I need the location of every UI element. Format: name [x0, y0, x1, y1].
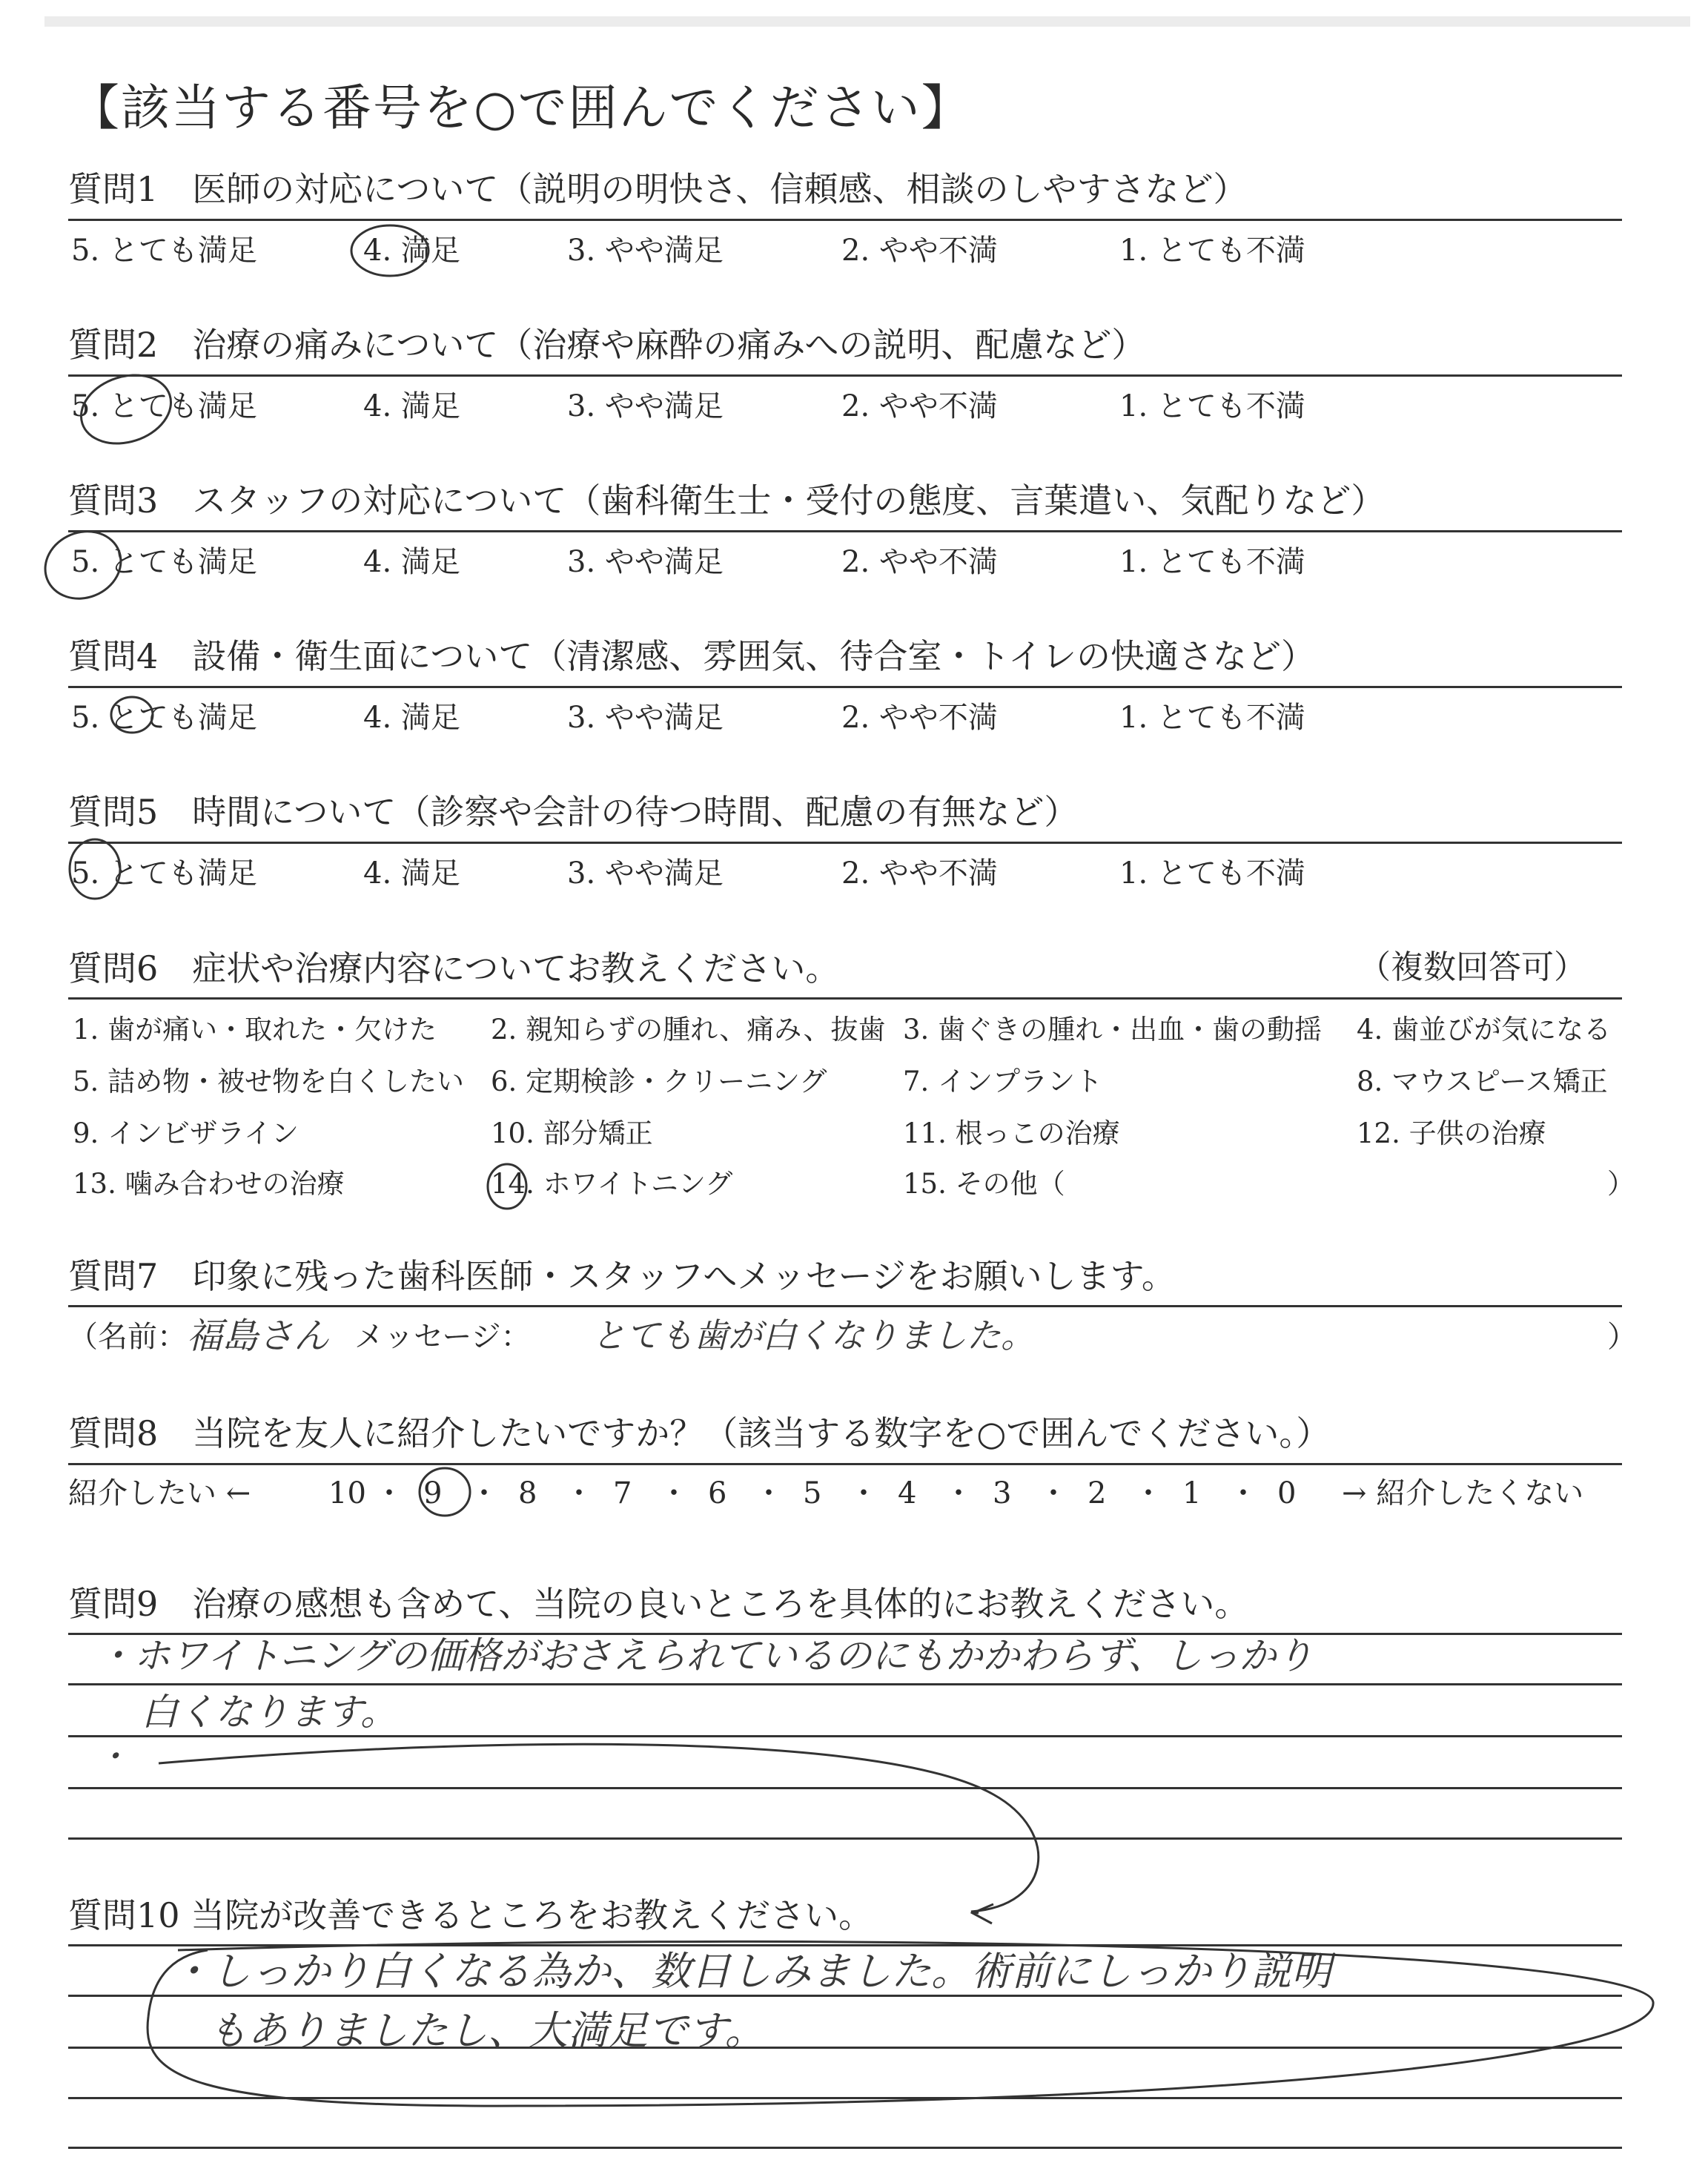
scale-number-0[interactable]: 0	[1277, 1476, 1297, 1510]
answer-line	[68, 1995, 1622, 1997]
q2-option-2[interactable]: 2. やや不満	[841, 389, 998, 423]
q3-option-5[interactable]: 5. とても満足	[71, 545, 257, 579]
message-label: メッセージ：	[354, 1320, 531, 1354]
q1-option-1[interactable]: 1. とても不満	[1119, 234, 1305, 268]
answer-line	[68, 1787, 1622, 1789]
question-1-rule	[68, 219, 1622, 221]
scale-number-10[interactable]: 10	[328, 1476, 366, 1510]
recommend-right-label: → 紹介したくない	[1342, 1476, 1584, 1510]
q1-option-4[interactable]: 4. 満足	[363, 234, 460, 268]
q1-option-2[interactable]: 2. やや不満	[841, 234, 998, 268]
question-3-rule	[68, 530, 1622, 532]
q1-option-3[interactable]: 3. やや満足	[567, 234, 724, 268]
scale-number-3[interactable]: 3	[993, 1476, 1012, 1510]
q3-option-3[interactable]: 3. やや満足	[567, 545, 724, 579]
q2-option-1[interactable]: 1. とても不満	[1119, 389, 1305, 423]
q2-option-4[interactable]: 4. 満足	[363, 389, 460, 423]
q5-option-2[interactable]: 2. やや不満	[841, 856, 998, 891]
question-5-rule	[68, 842, 1622, 844]
q6-item-15[interactable]: 15. その他（	[903, 1168, 1065, 1200]
q6-other-close-paren: ）	[1607, 1168, 1635, 1200]
q6-item-12[interactable]: 12. 子供の治療	[1357, 1117, 1546, 1149]
scale-number-8[interactable]: 8	[518, 1476, 537, 1510]
q6-item-11[interactable]: 11. 根っこの治療	[903, 1117, 1120, 1149]
question-4-rule	[68, 686, 1622, 688]
question-2-heading: 質問2 治療の痛みについて（治療や麻酔の痛みへの説明、配慮など）	[68, 325, 1146, 365]
q6-item-8[interactable]: 8. マウスピース矯正	[1357, 1066, 1608, 1097]
answer-line	[68, 2097, 1622, 2099]
q10-answer-line-2[interactable]: もありましたし、大満足です。	[208, 2007, 765, 2054]
q3-option-4[interactable]: 4. 満足	[363, 545, 460, 579]
q4-option-1[interactable]: 1. とても不満	[1119, 701, 1305, 735]
scale-number-6[interactable]: 6	[708, 1476, 727, 1510]
answer-line	[68, 1735, 1622, 1737]
question-8-heading: 質問8 当院を友人に紹介したいですか？（該当する数字を○で囲んでください。）	[68, 1413, 1331, 1453]
q5-option-4[interactable]: 4. 満足	[363, 856, 460, 891]
q6-item-2[interactable]: 2. 親知らずの腫れ、痛み、抜歯	[491, 1014, 886, 1046]
q7-close-paren: ）	[1607, 1320, 1637, 1354]
q6-item-5[interactable]: 5. 詰め物・被せ物を白くしたい	[73, 1066, 465, 1097]
q2-option-5[interactable]: 5. とても満足	[71, 389, 257, 423]
question-6-rule	[68, 997, 1622, 1000]
arrow-head	[973, 1904, 993, 1923]
scale-number-5[interactable]: 5	[803, 1476, 822, 1510]
q4-option-5[interactable]: 5. とても満足	[71, 701, 257, 735]
scale-number-4[interactable]: 4	[898, 1476, 917, 1510]
q6-item-7[interactable]: 7. インプラント	[903, 1066, 1103, 1097]
q6-item-1[interactable]: 1. 歯が痛い・取れた・欠けた	[73, 1014, 437, 1046]
scale-number-1[interactable]: 1	[1182, 1476, 1202, 1510]
question-6-heading: 質問6 症状や治療内容についてお教えください。	[68, 948, 840, 988]
name-label: （名前：	[68, 1320, 187, 1354]
scale-separator: ・	[564, 1476, 594, 1510]
q2-option-3[interactable]: 3. やや満足	[567, 389, 724, 423]
multiple-answer-note: （複数回答可）	[1358, 948, 1586, 986]
scale-separator: ・	[944, 1476, 973, 1510]
question-4-heading: 質問4 設備・衛生面について（清潔感、雰囲気、待合室・トイレの快適さなど）	[68, 636, 1316, 676]
question-8-rule	[68, 1463, 1622, 1465]
scale-separator: ・	[1039, 1476, 1068, 1510]
q6-item-4[interactable]: 4. 歯並びが気になる	[1357, 1014, 1612, 1046]
question-10-heading: 質問10 当院が改善できるところをお教えください。	[68, 1895, 873, 1935]
q5-option-5[interactable]: 5. とても満足	[71, 856, 257, 891]
scale-separator: ・	[1133, 1476, 1163, 1510]
q6-item-3[interactable]: 3. 歯ぐきの腫れ・出血・歯の動揺	[903, 1014, 1323, 1046]
scale-separator: ・	[1228, 1476, 1258, 1510]
answer-line	[68, 2147, 1622, 2149]
q6-item-10[interactable]: 10. 部分矯正	[491, 1117, 653, 1149]
scale-separator: ・	[659, 1476, 689, 1510]
q6-item-14[interactable]: 14. ホワイトニング	[491, 1168, 733, 1200]
q4-option-4[interactable]: 4. 満足	[363, 701, 460, 735]
question-2-rule	[68, 374, 1622, 377]
q9-answer-line-3[interactable]: ・	[96, 1738, 129, 1776]
scan-edge	[44, 16, 1690, 27]
q4-option-3[interactable]: 3. やや満足	[567, 701, 724, 735]
q6-item-6[interactable]: 6. 定期検診・クリーニング	[491, 1066, 827, 1097]
arrow-curve	[159, 1744, 1039, 1913]
q1-option-5[interactable]: 5. とても満足	[71, 234, 257, 268]
q6-item-9[interactable]: 9. インビザライン	[73, 1117, 299, 1149]
q9-answer-line-1[interactable]: ・ホワイトニングの価格がおさえられているのにもかかわらず、しっかり	[96, 1634, 1314, 1677]
scale-number-9[interactable]: 9	[423, 1476, 443, 1510]
question-10-rule	[68, 1944, 1622, 1946]
message-value[interactable]: とても歯が白くなりました。	[592, 1315, 1035, 1355]
q5-option-1[interactable]: 1. とても不満	[1119, 856, 1305, 891]
answer-line	[68, 1837, 1622, 1840]
question-3-heading: 質問3 スタッフの対応について（歯科衛生士・受付の態度、言葉遣い、気配りなど）	[68, 480, 1386, 521]
question-5-heading: 質問5 時間について（診察や会計の待つ時間、配慮の有無など）	[68, 792, 1079, 832]
scale-separator: ・	[469, 1476, 499, 1510]
q10-answer-line-1[interactable]: ・しっかり白くなる為か、数日しみました。術前にしっかり説明	[171, 1948, 1331, 1995]
q5-option-3[interactable]: 3. やや満足	[567, 856, 724, 891]
scale-separator: ・	[849, 1476, 878, 1510]
question-7-rule	[68, 1305, 1622, 1307]
scale-number-2[interactable]: 2	[1088, 1476, 1107, 1510]
question-1-heading: 質問1 医師の対応について（説明の明快さ、信頼感、相談のしやすさなど）	[68, 169, 1248, 209]
page-title: 【該当する番号を○で囲んでください】	[70, 79, 972, 136]
q6-item-13[interactable]: 13. 噛み合わせの治療	[73, 1168, 345, 1200]
q3-option-2[interactable]: 2. やや不満	[841, 545, 998, 579]
q3-option-1[interactable]: 1. とても不満	[1119, 545, 1305, 579]
scale-separator: ・	[754, 1476, 784, 1510]
answer-line	[68, 1683, 1622, 1685]
scale-number-7[interactable]: 7	[613, 1476, 632, 1510]
scale-separator: ・	[374, 1476, 404, 1510]
question-7-heading: 質問7 印象に残った歯科医師・スタッフへメッセージをお願いします。	[68, 1256, 1176, 1296]
name-value[interactable]: 福島さん	[187, 1315, 330, 1357]
q9-answer-line-2[interactable]: 白くなります。	[141, 1691, 397, 1734]
question-9-heading: 質問9 治療の感想も含めて、当院の良いところを具体的にお教えください。	[68, 1584, 1249, 1624]
recommend-left-label: 紹介したい ←	[68, 1476, 251, 1510]
q4-option-2[interactable]: 2. やや不満	[841, 701, 998, 735]
